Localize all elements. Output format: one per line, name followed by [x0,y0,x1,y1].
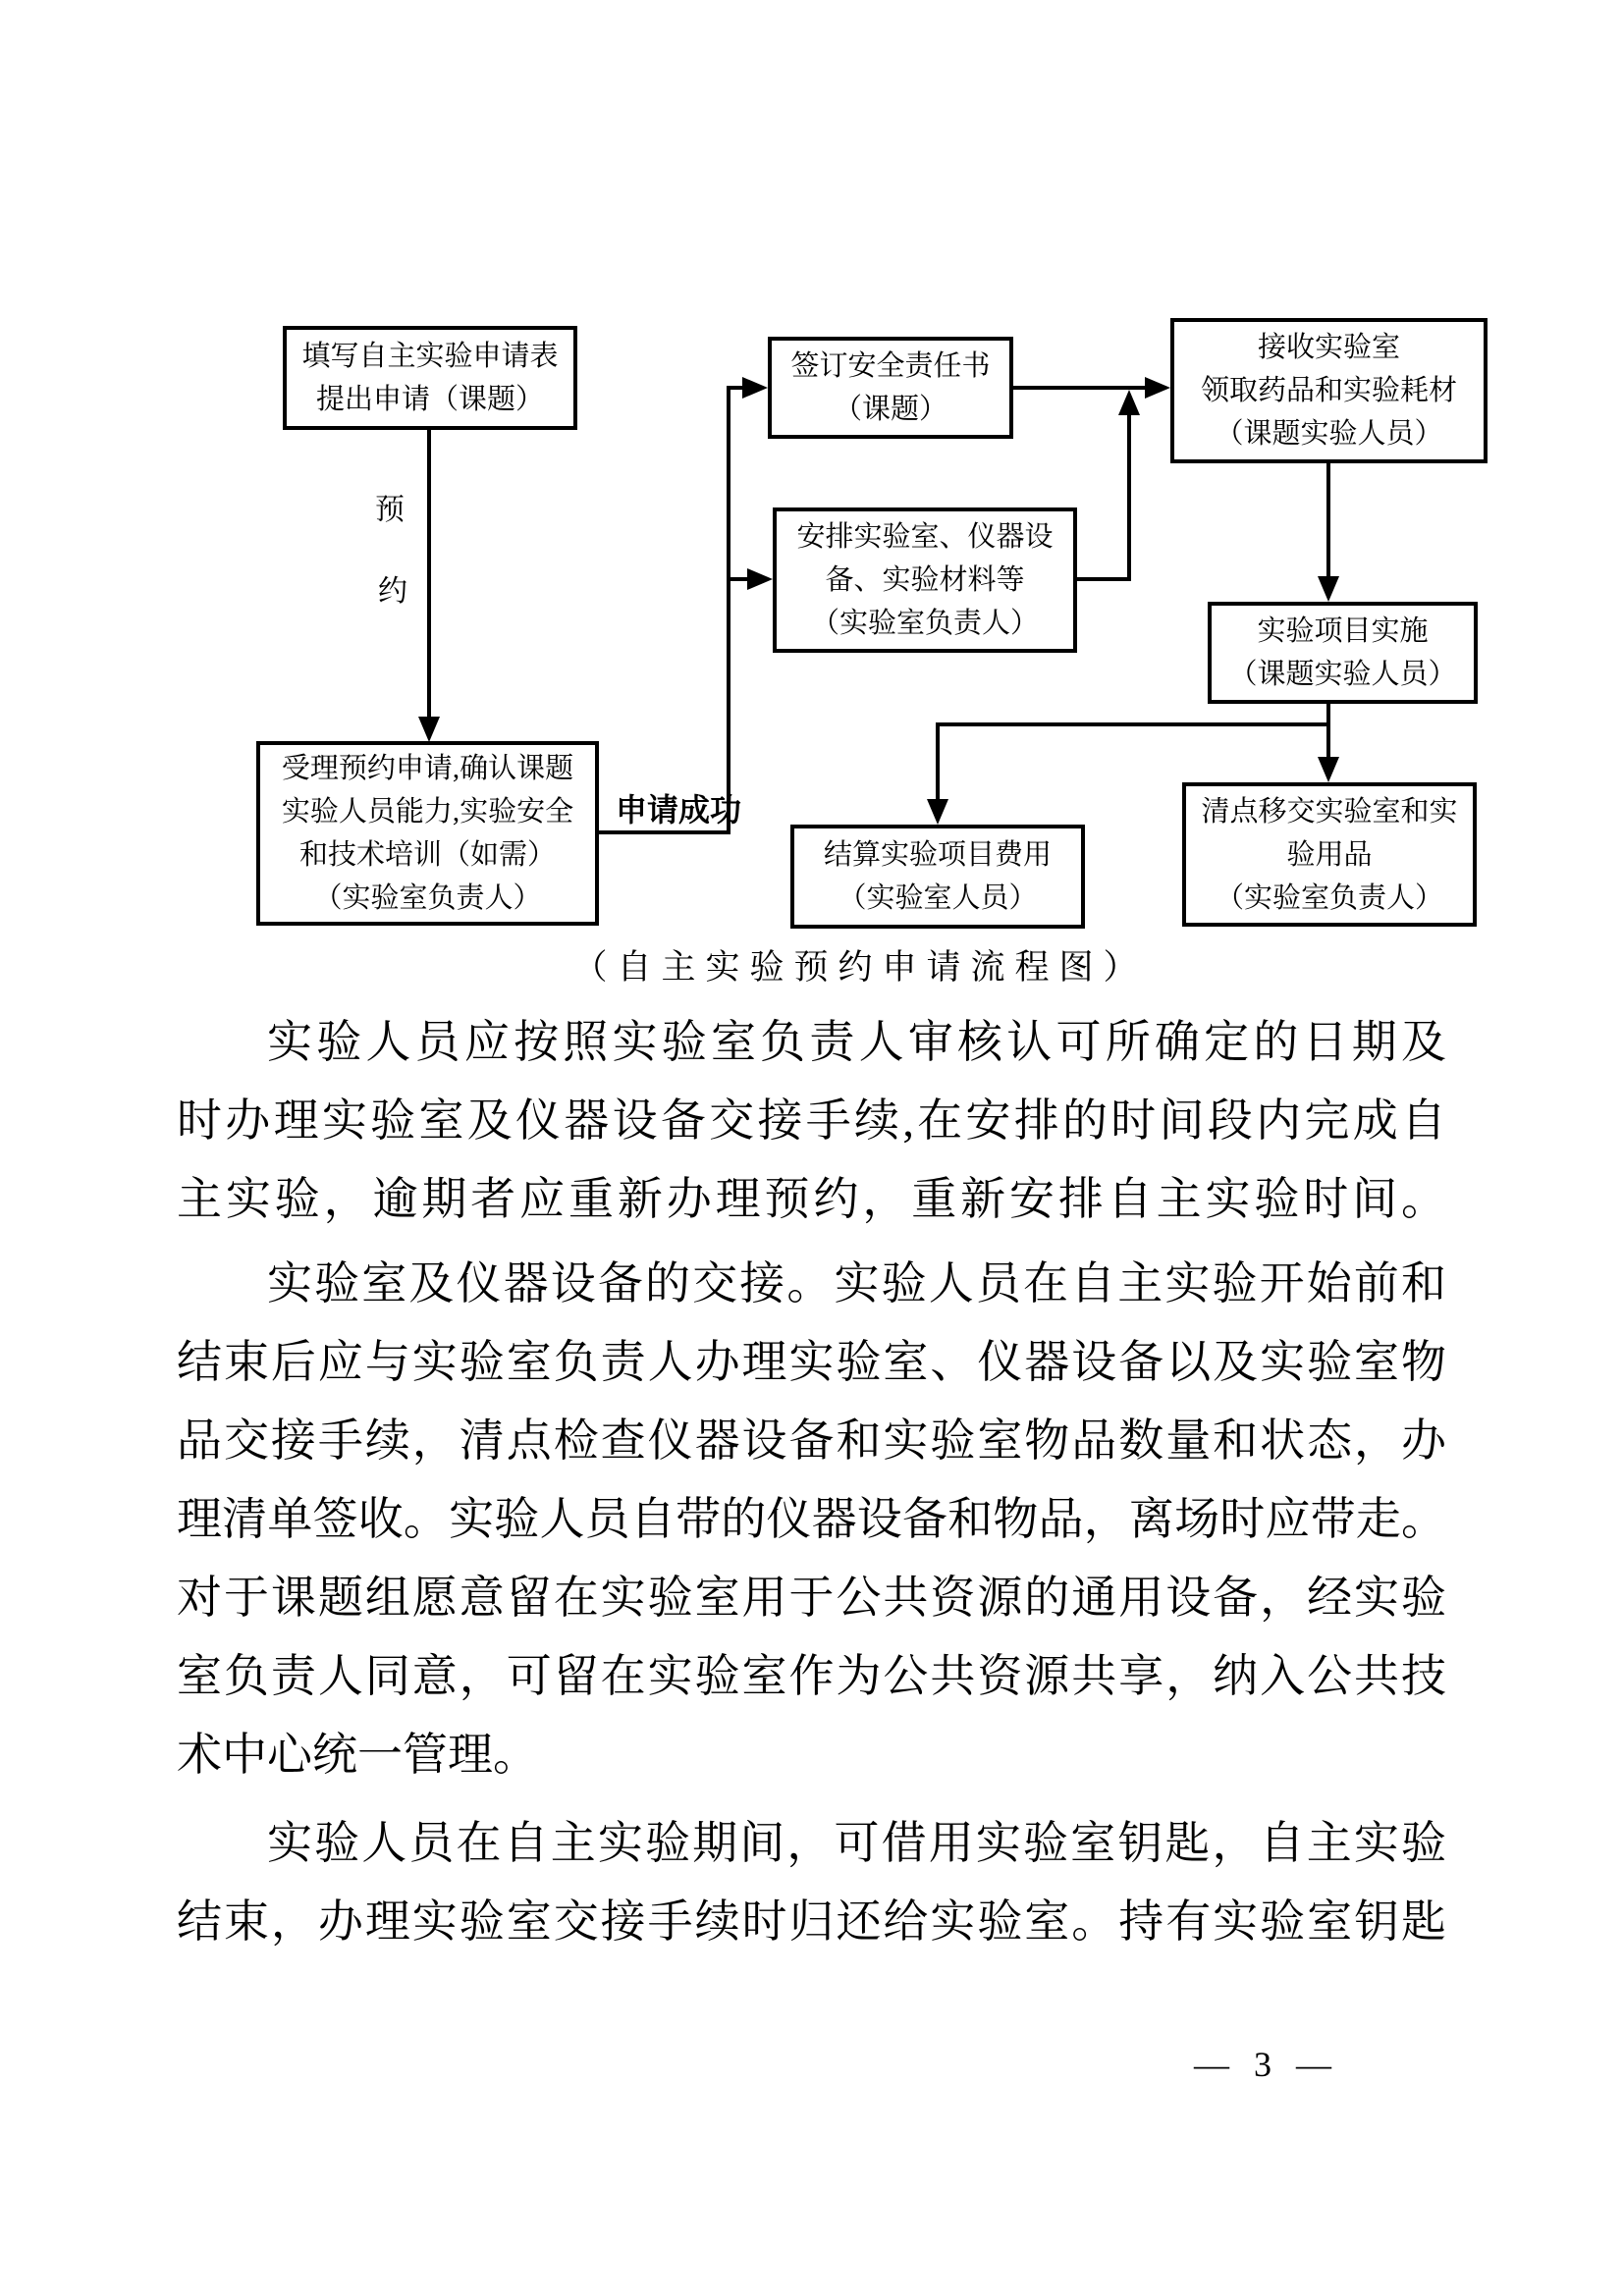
arrowhead-down-icon [418,717,440,742]
flowchart-caption: （自主实验预约申请流程图） [572,948,1148,987]
box-line: 实验项目实施 [1257,615,1429,647]
connector-line [599,830,730,834]
box-line: （课题实验人员） [1228,659,1457,690]
body-text [177,1003,1446,1961]
text-line: 结束后应与实验室负责人办理实验室、仪器设备以及实验室物 [177,1337,1446,1387]
arrowhead-down-icon [1318,576,1339,602]
connector-line [1077,577,1129,581]
paragraph [177,1804,1446,1961]
box-line: 签订安全责任书 [790,350,991,382]
box-line: 验用品 [1286,838,1373,871]
connector-line [1326,463,1330,576]
box-line: 结算实验项目费用 [823,839,1052,871]
arrowhead-right-icon [742,377,768,399]
box-line: （实验室人员） [838,882,1038,914]
text-line: 实验人员在自主实验期间，可借用实验室钥匙，自主实验 [267,1818,1446,1868]
flowchart-box-accept-reservation [256,741,599,926]
arrowhead-right-icon [747,568,773,590]
arrowhead-down-icon [1318,757,1339,782]
text-line: 实验人员应按照实验室负责人审核认可所确定的日期及 [267,1017,1446,1067]
edge-label-reserve-top: 预 [375,494,405,526]
text-line: 术中心统一管理。 [177,1730,538,1780]
box-line: （实验室负责人） [810,608,1039,639]
flowchart-box-implement-project [1208,602,1478,704]
box-line: 清点移交实验室和实 [1201,795,1458,828]
text-line: 结束，办理实验室交接手续时归还给实验室。持有实验室钥匙 [177,1896,1446,1947]
box-line: （课题实验人员） [1215,418,1443,450]
arrowhead-up-icon [1118,390,1140,415]
box-line: （课题） [833,394,947,425]
box-line: 领取药品和实验耗材 [1200,375,1457,406]
edge-label-apply-success: 申请成功 [616,792,742,828]
box-line: 提出申请（课题） [315,384,544,415]
box-line: 安排实验室、仪器设 [796,521,1054,553]
text-line: 对于课题组愿意留在实验室用于公共资源的通用设备，经实验 [177,1573,1446,1623]
arrowhead-down-icon [927,799,948,825]
box-line: 和技术培训（如需） [298,839,556,871]
flowchart-box-arrange-lab [773,507,1077,653]
box-line: 接收实验室 [1257,332,1400,363]
connector-line [936,722,1330,726]
text-line: 室负责人同意，可留在实验室作为公共资源共享，纳入公共技 [177,1651,1446,1701]
connector-line [936,722,940,799]
text-line: 实验室及仪器设备的交接。实验人员在自主实验开始前和 [267,1258,1446,1308]
flowchart-box-handover-lab [1182,782,1477,927]
arrowhead-right-icon [1145,377,1170,399]
paragraph [177,1245,1446,1794]
box-line: 受理预约申请,确认课题 [281,753,574,784]
box-line: 填写自主实验申请表 [301,341,559,372]
flowchart-box-fill-application [283,326,577,430]
text-line: 主实验，逾期者应重新办理预约，重新安排自主实验时间。 [177,1174,1446,1224]
flowchart-box-receive-lab [1170,318,1488,463]
box-line: 实验人员能力,实验安全 [281,796,574,828]
flowchart-box-sign-safety [768,337,1013,439]
box-line: 备、实验材料等 [825,564,1025,596]
box-line: （实验室负责人） [313,882,542,914]
box-line: （实验室负责人） [1215,881,1443,914]
page-number: — 3 — [1194,2045,1339,2084]
paragraph [177,1003,1446,1239]
text-line: 理清单签收。实验人员自带的仪器设备和物品，离场时应带走。 [177,1494,1446,1544]
connector-line [730,577,747,581]
connector-line [427,430,431,717]
connector-line [1326,704,1330,757]
flowchart-box-settle-fees [790,825,1085,929]
connector-line [1127,413,1131,581]
text-line: 时办理实验室及仪器设备交接手续,在安排的时间段内完成自 [177,1095,1446,1146]
connector-line [727,386,730,834]
text-line: 品交接手续，清点检查仪器设备和实验室物品数量和状态，办 [177,1415,1446,1466]
edge-label-reserve-bottom: 约 [378,575,407,608]
